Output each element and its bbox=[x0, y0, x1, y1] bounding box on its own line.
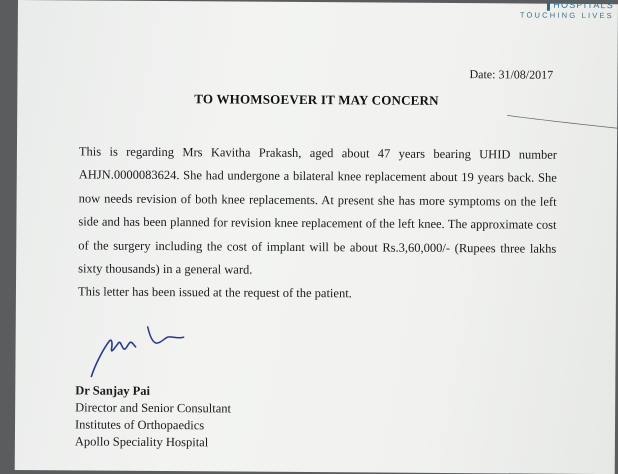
letterhead-tagline: TOUCHING LIVES bbox=[519, 10, 614, 21]
pen-stroke-mark bbox=[507, 111, 617, 132]
letterhead-brand bbox=[520, 0, 614, 20]
signatory-hospital: Apollo Speciality Hospital bbox=[74, 434, 209, 450]
letter-title: TO WHOMSOEVER IT MAY CONCERN bbox=[194, 91, 439, 108]
signatory-block bbox=[75, 382, 231, 451]
signatory-designation: Director and Senior Consultant bbox=[75, 400, 232, 416]
letter-closing: This letter has been issued at the request of the patient. bbox=[77, 284, 352, 301]
letterhead-hospitals: HOSPITALS bbox=[553, 0, 615, 11]
letter-body: This is regarding Mrs Kavitha Prakash, aged about 47 years bearing UHID number AHJN.0000083624. She had undergone a bilateral knee replacement about 19 years back. She now needs revision of both knee replacements. At present she has more symptoms on the left side and has been planned for revision knee replacement of the left knee. The approximate cost of the surgery including the cost of implant will be about Rs.3,60,000/- (Rupees three lakhs sixty thousands) in a general ward. bbox=[78, 144, 557, 277]
signatory-department: Institutes of Orthopaedics bbox=[74, 417, 205, 433]
letter-page bbox=[15, 0, 618, 474]
signature-icon bbox=[85, 318, 235, 379]
signatory-name: Dr Sanjay Pai bbox=[75, 383, 151, 398]
letter-date: Date: 31/08/2017 bbox=[469, 67, 554, 82]
